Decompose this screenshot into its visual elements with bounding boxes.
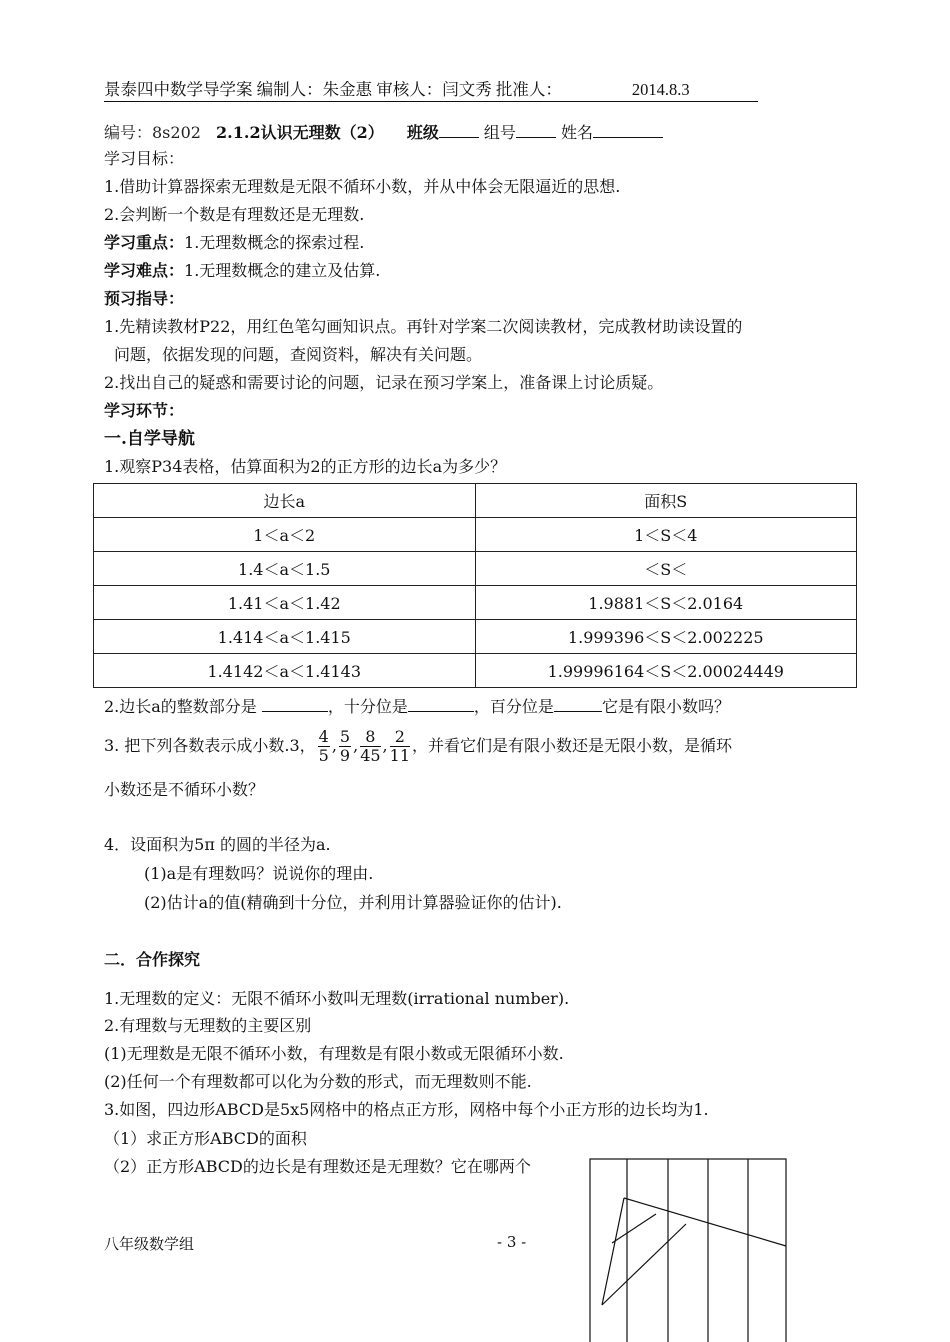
class-blank[interactable]: [439, 121, 479, 138]
denominator: 45: [360, 746, 381, 765]
difficulty: [104, 261, 380, 281]
lesson-title: 2.1.2认识无理数（2）: [216, 123, 384, 142]
table-cell: 1.4＜a＜1.5: [94, 552, 476, 586]
tenths-blank[interactable]: [408, 695, 474, 712]
section1-heading: 一.自学导航: [104, 429, 195, 449]
difficulty-text: 1.无理数概念的建立及估算.: [184, 261, 381, 280]
key-point-label: 学习重点：: [104, 233, 185, 252]
q2-text-d: 它是有限小数吗？: [601, 697, 730, 716]
question-2: [104, 695, 730, 717]
section2-p7: （2）正方形ABCD的边长是有理数还是无理数？它在哪两个: [104, 1157, 531, 1176]
fraction: [390, 728, 410, 765]
table-row: [94, 586, 857, 620]
preview-heading: 预习指导：: [104, 289, 185, 308]
denominator: 5: [318, 746, 329, 765]
question-3-cont: 小数还是不循环小数？: [104, 780, 265, 799]
q2-text-b: ，十分位是: [327, 697, 408, 716]
q3-text-a: 3. 把下列各数表示成小数.3，: [104, 736, 316, 755]
question-1: 1.观察P34表格，估算面积为2的正方形的边长a为多少？: [104, 457, 507, 476]
fraction: [360, 728, 380, 765]
table-cell: ＜S＜: [475, 552, 857, 586]
numerator: 8: [360, 728, 380, 747]
denominator: 9: [339, 746, 351, 765]
name-blank[interactable]: [593, 121, 663, 138]
preview-item-1a: 1.先精读教材P22，用红色笔勾画知识点。再针对学案二次阅读教材，完成教材助读设置的: [104, 317, 743, 336]
key-point: [104, 233, 364, 253]
section2-p2: 2.有理数与无理数的主要区别: [104, 1016, 312, 1035]
q2-text-c: ，百分位是: [473, 697, 554, 716]
table-cell: 1＜S＜4: [475, 518, 857, 552]
grid-border: [590, 1159, 786, 1342]
class-label: 班级: [406, 123, 439, 142]
table-cell: 1.999396＜S＜2.002225: [475, 620, 857, 654]
table-cell: 1.414＜a＜1.415: [94, 620, 476, 654]
question-3: 3. 把下列各数表示成小数.3， $\frac{4}{5}$ , $\frac{5}{9}$ , $\frac{8}{45}$ , $\frac{2}{11}$ ，并看它们是有限小数还是无限小数，是循环: [104, 727, 733, 765]
table-row: [94, 518, 857, 552]
goal-item-2: 2.会判断一个数是有理数还是无理数.: [104, 205, 365, 224]
table-row: [94, 654, 857, 688]
section2-p1: 1.无理数的定义：无限不循环小数叫无理数(irrational number).: [104, 989, 570, 1008]
name-label: 姓名: [561, 123, 594, 142]
header-line: 景泰四中数学导学案 编制人：朱金惠 审核人：闫文秀 批准人：: [104, 80, 562, 99]
table-header-cell: 边长a: [94, 484, 476, 518]
section2-p4: (2)任何一个有理数都可以化为分数的形式，而无理数则不能.: [104, 1072, 532, 1091]
table-cell: 1＜a＜2: [94, 518, 476, 552]
doc-header: [104, 80, 690, 100]
table-row: [94, 552, 857, 586]
group-label: 组号: [483, 123, 516, 142]
doc-code: 编号：8s202: [104, 123, 201, 142]
numerator: 2: [390, 728, 410, 747]
table-cell: 1.99996164＜S＜2.00024449: [475, 654, 857, 688]
q2-text-a: 2.边长a的整数部分是: [104, 697, 257, 716]
section2-p3: (1)无理数是无限不循环小数，有理数是有限小数或无限循环小数.: [104, 1044, 564, 1063]
table-cell: 1.9881＜S＜2.0164: [475, 586, 857, 620]
header-date: 2014.8.3: [631, 80, 690, 99]
table-cell: 1.41＜a＜1.42: [94, 586, 476, 620]
preview-item-2: 2.找出自己的疑惑和需要讨论的问题，记录在预习学案上，准备课上讨论质疑。: [104, 373, 664, 392]
steps-heading: 学习环节：: [104, 401, 185, 420]
footer-left: 八年级数学组: [104, 1235, 195, 1253]
estimate-table: [93, 483, 857, 688]
preview-item-1b: 问题，依据发现的问题，查阅资料，解决有关问题。: [114, 345, 483, 364]
denominator: 11: [389, 746, 410, 765]
table-header-row: [94, 484, 857, 518]
difficulty-label: 学习难点：: [104, 261, 185, 280]
table-header-cell: 面积S: [475, 484, 857, 518]
page-number: - 3 -: [497, 1233, 527, 1251]
hundredths-blank[interactable]: [554, 695, 602, 712]
integer-part-blank[interactable]: [262, 695, 328, 712]
section2-p5: 3.如图，四边形ABCD是5x5网格中的格点正方形，网格中每个小正方形的边长均为1.: [104, 1100, 709, 1119]
question-4: 4．设面积为5π 的圆的半径为a.: [104, 835, 331, 854]
header-rule: [104, 101, 758, 102]
fraction: [339, 728, 351, 765]
numerator: 4: [318, 727, 329, 746]
section2-p6: （1）求正方形ABCD的面积: [104, 1129, 307, 1148]
numerator: 5: [339, 727, 351, 746]
question-4-1: (1)a是有理数吗？说说你的理由.: [144, 864, 374, 883]
fraction: [318, 728, 330, 765]
table-cell: 1.4142＜a＜1.4143: [94, 654, 476, 688]
grid-figure: [586, 1158, 790, 1342]
question-4-2: (2)估计a的值(精确到十分位，并利用计算器验证你的估计).: [144, 893, 562, 912]
goals-heading: 学习目标：: [104, 149, 185, 168]
q3-text-b: ，并看它们是有限小数还是无限小数，是循环: [412, 736, 733, 755]
title-row: [104, 121, 663, 143]
goal-item-1: 1.借助计算器探索无理数是无限不循环小数，并从中体会无限逼近的思想.: [104, 177, 621, 196]
key-point-text: 1.无理数概念的探索过程.: [184, 233, 365, 252]
group-blank[interactable]: [516, 121, 556, 138]
section2-heading: 二．合作探究: [104, 950, 201, 969]
table-row: [94, 620, 857, 654]
